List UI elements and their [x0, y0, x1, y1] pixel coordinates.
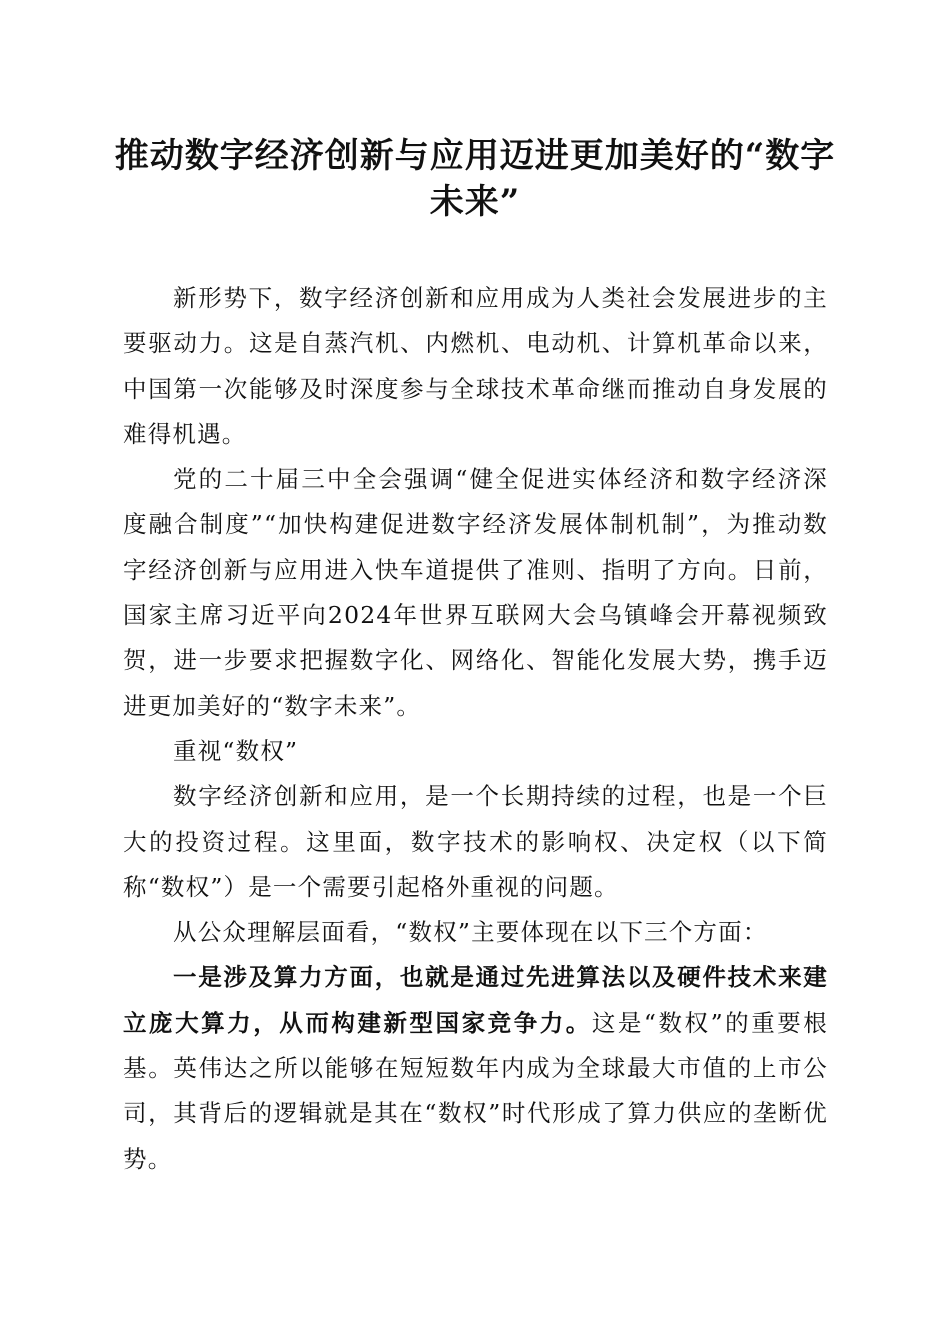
- bold-lead-text: 一是涉及算力方面，也就是通过先进算法以及硬件技术来建立庞大算力，从而构建新型国家竞争力。: [123, 963, 828, 1037]
- paragraph-plenum: 党的二十届三中全会强调“健全促进实体经济和数字经济深度融合制度”“加快构建促进数字经济发展体制机制”，为推动数字经济创新与应用进入快车道提供了准则、指明了方向。日前，国家主席习近平向2024年世界互联网大会乌镇峰会开幕视频致贺，进一步要求把握数字化、网络化、智能化发展大势，携手迈进更加美好的“数字未来”。: [123, 465, 828, 720]
- section-heading-data-rights: 重视“数权”: [173, 736, 299, 765]
- document-body: [123, 276, 828, 1182]
- document-title: 推动数字经济创新与应用迈进更加美好的“数字未来”: [114, 136, 836, 222]
- paragraph-rest-text: 这是“数权”的重要根基。英伟达之所以能够在短短数年内成为全球最大市值的上市公司，其背后的逻辑就是其在“数权”时代形成了算力供应的垄断优势。: [123, 1008, 828, 1173]
- paragraph-computing-power: [123, 955, 828, 1181]
- paragraph-intro: 新形势下，数字经济创新和应用成为人类社会发展进步的主要驱动力。这是自蒸汽机、内燃机、电动机、计算机革命以来，中国第一次能够及时深度参与全球技术革命继而推动自身发展的难得机遇。: [123, 284, 828, 448]
- paragraph-data-rights: 数字经济创新和应用，是一个长期持续的过程，也是一个巨大的投资过程。这里面，数字技术的影响权、决定权（以下简称“数权”）是一个需要引起格外重视的问题。: [123, 782, 828, 901]
- paragraph-three-aspects: 从公众理解层面看，“数权”主要体现在以下三个方面：: [173, 918, 768, 947]
